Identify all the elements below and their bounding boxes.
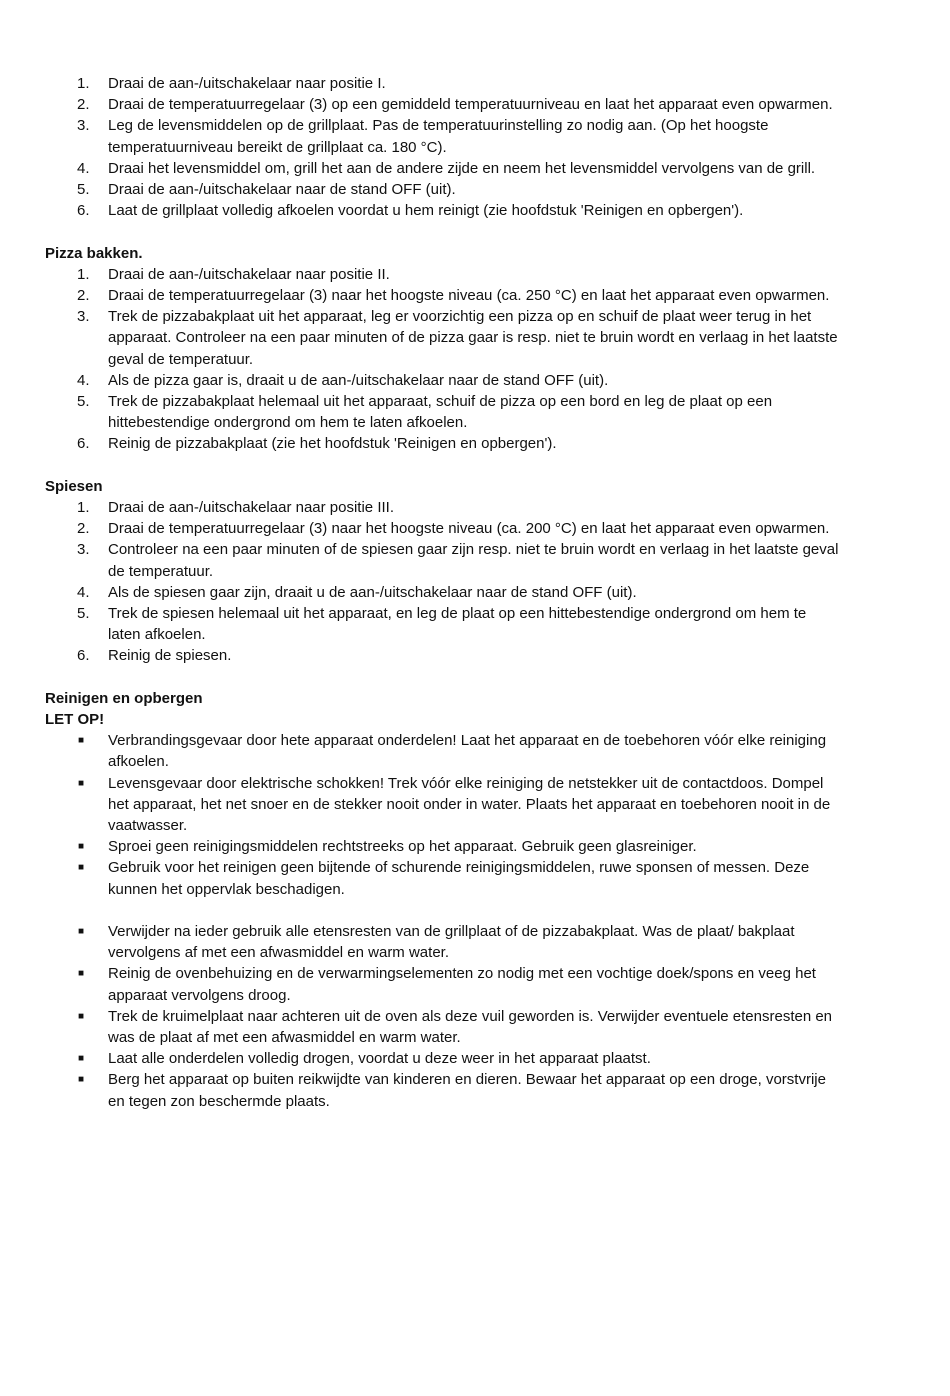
step-text: Draai de temperatuurregelaar (3) op een gemiddeld temperatuurniveau en laat het apparaat even opwarmen. xyxy=(108,96,833,114)
step-number: 3. xyxy=(77,117,90,135)
step-text: Reinig de spiesen. xyxy=(108,647,232,665)
step-text: Trek de pizzabakplaat uit het apparaat, leg er voorzichtig een pizza op en schuif de plaat weer terug in het apparaat. Controleer na een paar minuten of de pizza gaar is resp. niet te bruin wordt en verlaag in het laatste geval de temperatuur. xyxy=(108,308,838,368)
step-number: 6. xyxy=(77,435,90,453)
step-number: 6. xyxy=(77,202,90,220)
step-text: Trek de pizzabakplaat helemaal uit het apparaat, schuif de pizza op een bord en leg de plaat op een hittebestendige ondergrond om hem te laten afkoelen. xyxy=(108,393,773,432)
warning-item xyxy=(45,730,840,772)
grill-step xyxy=(45,94,840,115)
spiesen-step xyxy=(45,603,840,645)
step-number: 3. xyxy=(77,308,90,326)
bullet-text: Reinig de ovenbehuizing en de verwarmingselementen zo nodig met een vochtige doek/spons en veeg het apparaat vervolgens droog. xyxy=(108,965,816,1004)
bullet-icon: ■ xyxy=(78,968,85,980)
bullet-icon: ■ xyxy=(78,1074,85,1086)
pizza-step xyxy=(45,285,840,306)
step-text: Draai het levensmiddel om, grill het aan de andere zijde en neem het levensmiddel vervolgens van de grill. xyxy=(108,159,816,177)
bullet-icon: ■ xyxy=(78,1053,85,1065)
warning-item xyxy=(45,773,840,837)
bullet-icon: ■ xyxy=(78,926,85,938)
step-text: Trek de spiesen helemaal uit het apparaat, en leg de plaat op een hittebestendige ondergrond om hem te laten afkoelen. xyxy=(108,605,807,644)
spiesen-step xyxy=(45,645,840,666)
bullet-text: Laat alle onderdelen volledig drogen, voordat u deze weer in het apparaat plaatst. xyxy=(108,1050,651,1068)
instruction-item xyxy=(45,1006,840,1048)
step-number: 1. xyxy=(77,499,90,517)
bullet-text: Trek de kruimelplaat naar achteren uit de oven als deze vuil geworden is. Verwijder eventuele etensresten en was de plaat af met een afwasmiddel en warm water. xyxy=(108,1007,833,1047)
grill-step xyxy=(45,115,840,157)
step-text: Draai de aan-/uitschakelaar naar positie II. xyxy=(108,265,390,283)
step-text: Laat de grillplaat volledig afkoelen voordat u hem reinigt (zie hoofdstuk 'Reinigen en opbergen'). xyxy=(108,202,744,220)
step-text: Controleer na een paar minuten of de spiesen gaar zijn resp. niet te bruin wordt en verlaag in het laatste geval de temperatuur. xyxy=(108,541,839,580)
warning-item xyxy=(45,857,840,899)
step-text: Als de pizza gaar is, draait u de aan-/uitschakelaar naar de stand OFF (uit). xyxy=(108,371,609,389)
grill-step xyxy=(45,200,840,221)
step-text: Leg de levensmiddelen op de grillplaat. Pas de temperatuurinstelling zo nodig aan. (Op het hoogste temperatuurniveau bereikt de grillplaat ca. 180 °C). xyxy=(108,117,769,156)
step-text: Draai de aan-/uitschakelaar naar positie I. xyxy=(108,75,386,92)
step-number: 1. xyxy=(77,265,90,283)
warning-item xyxy=(45,836,840,857)
pizza-step xyxy=(45,306,840,370)
step-text: Draai de aan-/uitschakelaar naar de stand OFF (uit). xyxy=(108,181,456,199)
step-number: 1. xyxy=(77,75,90,92)
bullet-text: Berg het apparaat op buiten reikwijdte van kinderen en dieren. Bewaar het apparaat op een droge, vorstvrije en tegen zon beschermde plaats. xyxy=(108,1071,826,1110)
spacer xyxy=(45,455,840,476)
grill-step xyxy=(45,158,840,179)
pizza-steps xyxy=(45,264,840,455)
step-number: 4. xyxy=(77,371,90,389)
grill-step xyxy=(45,179,840,200)
step-number: 3. xyxy=(77,541,90,559)
spiesen-steps xyxy=(45,497,840,667)
bullet-text: Verbrandingsgevaar door hete apparaat onderdelen! Laat het apparaat en de toebehoren vóór elke reiniging afkoelen. xyxy=(108,732,827,771)
pizza-heading: Pizza bakken. xyxy=(45,244,143,262)
spiesen-step xyxy=(45,497,840,518)
step-text: Als de spiesen gaar zijn, draait u de aan-/uitschakelaar naar de stand OFF (uit). xyxy=(108,583,637,601)
bullet-icon: ■ xyxy=(78,777,85,789)
warning-list xyxy=(45,730,840,900)
step-number: 6. xyxy=(77,647,90,665)
warning-label: LET OP! xyxy=(45,711,105,729)
grill-step xyxy=(45,73,840,94)
step-text: Draai de temperatuurregelaar (3) naar het hoogste niveau (ca. 200 °C) en laat het apparaat even opwarmen. xyxy=(108,520,830,538)
bullet-text: Gebruik voor het reinigen geen bijtende of schurende reinigingsmiddelen, ruwe sponsen of messen. Deze kunnen het oppervlak beschadigen. xyxy=(108,859,810,898)
pizza-step xyxy=(45,264,840,285)
bullet-text: Levensgevaar door elektrische schokken! Trek vóór elke reiniging de netstekker uit de contactdoos. Dompel het apparaat, het net snoer en de stekker nooit onder in water. Plaats het apparaat en toebehoren nooit in de vaatwasser. xyxy=(108,774,831,835)
bullet-icon: ■ xyxy=(78,735,85,747)
step-number: 5. xyxy=(77,605,90,623)
bullet-icon: ■ xyxy=(78,1010,85,1022)
step-text: Reinig de pizzabakplaat (zie het hoofdstuk 'Reinigen en opbergen'). xyxy=(108,435,557,453)
instruction-list xyxy=(45,921,840,1112)
spacer xyxy=(45,900,840,921)
bullet-icon: ■ xyxy=(78,841,85,853)
cleaning-heading: Reinigen en opbergen xyxy=(45,689,203,707)
step-number: 4. xyxy=(77,159,90,177)
bullet-text: Sproei geen reinigingsmiddelen rechtstreeks op het apparaat. Gebruik geen glasreiniger. xyxy=(108,838,697,856)
bullet-icon: ■ xyxy=(78,862,85,874)
step-number: 5. xyxy=(77,181,90,199)
spiesen-step xyxy=(45,539,840,581)
step-number: 2. xyxy=(77,520,90,538)
instruction-item xyxy=(45,921,840,963)
spiesen-step xyxy=(45,518,840,539)
spacer xyxy=(45,667,840,688)
step-text: Draai de temperatuurregelaar (3) naar het hoogste niveau (ca. 250 °C) en laat het apparaat even opwarmen. xyxy=(108,287,830,305)
pizza-step xyxy=(45,391,840,433)
step-text: Draai de aan-/uitschakelaar naar positie III. xyxy=(108,499,394,517)
spacer xyxy=(45,221,840,242)
pizza-step xyxy=(45,433,840,454)
step-number: 2. xyxy=(77,96,90,114)
spiesen-step xyxy=(45,582,840,603)
spiesen-heading: Spiesen xyxy=(45,477,103,495)
pizza-step xyxy=(45,370,840,391)
step-number: 4. xyxy=(77,583,90,601)
grill-steps xyxy=(45,73,840,221)
bullet-text: Verwijder na ieder gebruik alle etensresten van de grillplaat of de pizzabakplaat. Was de plaat/ bakplaat vervolgens af met een afwasmiddel en warm water. xyxy=(108,923,795,962)
instruction-item xyxy=(45,963,840,1005)
step-number: 5. xyxy=(77,393,90,411)
step-number: 2. xyxy=(77,287,90,305)
instruction-item xyxy=(45,1048,840,1069)
instruction-item xyxy=(45,1069,840,1111)
